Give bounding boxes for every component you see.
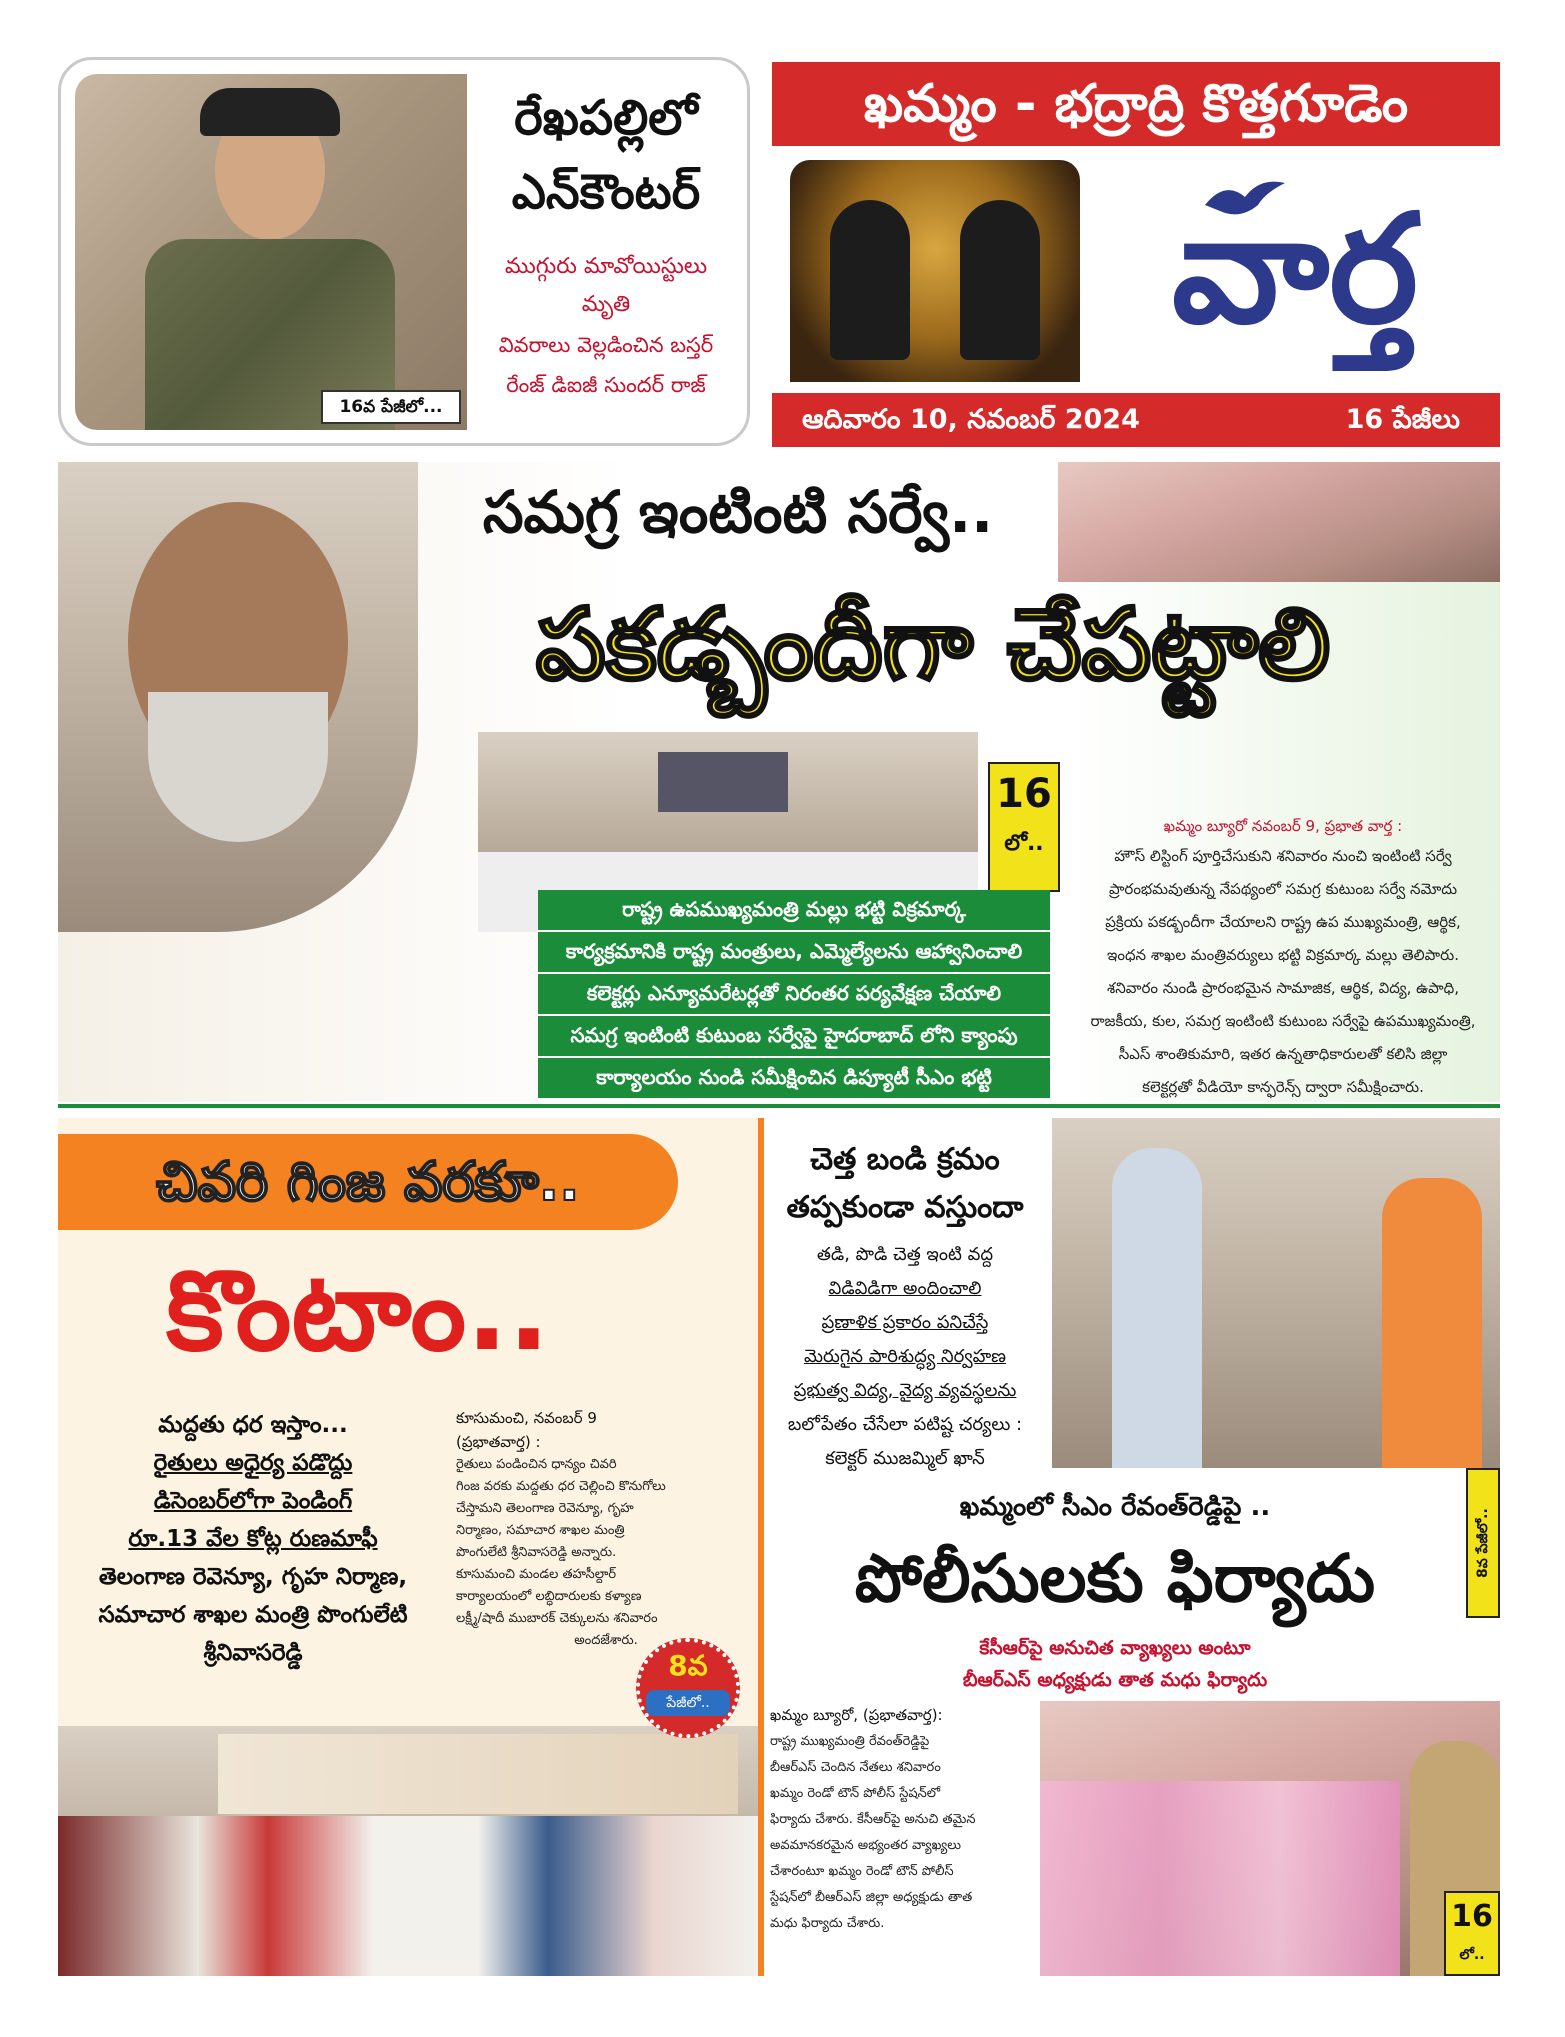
- paddy-body-line: లక్ష్మీ/షాదీ ముబారక్ చెక్కులను శనివారం: [456, 1611, 658, 1626]
- masthead-date-bar: [772, 393, 1500, 447]
- police-body-line: ఖమ్మం రెండో టౌన్ పోలీస్ స్టేషన్‌లో: [770, 1786, 941, 1801]
- lead-body-line: సీఎస్ శాంతికుమారి, ఇతర ఉన్నతాధికారులతో కలిసి జిల్లా: [1118, 1045, 1448, 1063]
- lead-article: [1068, 812, 1498, 1104]
- paddy-point: శ్రీనివాసరెడ్డి: [203, 1640, 303, 1666]
- garbage-headline-1: చెత్త బండి క్రమం: [810, 1142, 1000, 1177]
- garbage-page-ref-text: 8వ పేజీలో..: [1475, 1508, 1491, 1578]
- police-dateline: ఖమ్మం బ్యూరో, (ప్రభాతవార్త):: [770, 1706, 943, 1724]
- paddy-body-line: పొంగులేటి శ్రీనివాసరెడ్డి అన్నారు.: [456, 1545, 617, 1560]
- paddy-body-line: కూసుమంచి మండల తహసీల్దార్: [456, 1567, 617, 1582]
- paddy-story: [58, 1118, 764, 1976]
- paddy-kicker: చివరి గింజ వరకూ..: [156, 1150, 580, 1213]
- paddy-point: మద్దతు ధర ఇస్తాం...: [158, 1412, 348, 1438]
- paddy-point: రూ.13 వేల కోట్ల రుణమాఫీ: [128, 1526, 378, 1552]
- survey-photo: [1058, 462, 1500, 582]
- dig-photo-cap: [200, 88, 340, 136]
- event-crowd: [58, 1816, 758, 1976]
- conference-screen: [658, 752, 788, 812]
- lead-body-line: ప్రారంభమవుతున్న నేపథ్యంలో సమగ్ర కుటుంబ సర్వే నమోదు: [1108, 880, 1458, 898]
- lead-point: రాష్ట్ర ఉపముఖ్యమంత్రి మల్లు భట్టి విక్రమార్క: [538, 890, 1050, 932]
- garbage-points: [770, 1238, 1040, 1476]
- paddy-point: డిసెంబర్‌లోగా పెండింగ్: [153, 1488, 353, 1514]
- paddy-page-ref-num: 8వ: [668, 1649, 708, 1682]
- encounter-sub-4: రేంజ్ డిఐజీ సుందర్ రాజ్: [506, 373, 706, 397]
- paddy-page-ref-suffix: పేజీలో..: [646, 1690, 730, 1716]
- worker-figure: [1382, 1178, 1482, 1468]
- police-article: [770, 1701, 1030, 1937]
- garbage-point: ప్రభుత్వ విద్య, వైద్య వ్యవస్థలను: [793, 1380, 1017, 1401]
- lead-body-line: ఇంధన శాఖల మంత్రివర్యులు భట్టి విక్రమార్క మల్లు తెలిపారు.: [1107, 946, 1459, 964]
- page-ref-16-num: 16: [996, 771, 1052, 817]
- garbage-point: ప్రణాళిక ప్రకారం పనిచేస్తే: [821, 1312, 989, 1333]
- lead-body-line: హౌస్ లిస్టింగ్ పూర్తిచేసుకుని శనివారం నుంచి ఇంటింటి సర్వే: [1114, 847, 1452, 865]
- deity-right: [960, 200, 1040, 360]
- police-body-line: ఫిర్యాదు చేశారు. కేసీఆర్‌పై అనుచి తమైన: [770, 1812, 976, 1827]
- paddy-article: [456, 1406, 756, 1652]
- lead-body-line: ప్రక్రియ పకడ్బందీగా చేయాలని రాష్ట్ర ఉప ముఖ్యమంత్రి, ఆర్థిక,: [1105, 913, 1461, 931]
- leaders-scarves: [1040, 1781, 1400, 1976]
- lead-dateline: ఖమ్మం బ్యూరో నవంబర్ 9, ప్రభాత వార్త :: [1163, 817, 1403, 835]
- lead-divider: [58, 1104, 1500, 1108]
- lead-body-line: కలెక్టర్లతో వీడియో కాన్ఫరెన్స్ ద్వారా సమీక్షించారు.: [1142, 1078, 1424, 1096]
- paddy-point: సమాచార శాఖల మంత్రి పొంగులేటి: [98, 1602, 408, 1628]
- police-page-ref-badge[interactable]: [1444, 1891, 1500, 1976]
- portrait-beard: [148, 692, 328, 842]
- encounter-sub-3: వివరాలు వెల్లడించిన బస్తర్: [498, 333, 714, 357]
- paddy-body-line: కార్యాలయంలో లబ్ధిదారులకు కళ్యాణ: [456, 1589, 642, 1604]
- police-body-line: మధు ఫిర్యాదు చేశారు.: [770, 1916, 885, 1931]
- police-sub-1: కేసీఆర్‌పై అనుచిత వ్యాఖ్యలు అంటూ: [979, 1637, 1251, 1659]
- collector-figure: [1112, 1148, 1202, 1468]
- garbage-point: కలెక్టర్ ముజమ్మిల్ ఖాన్: [825, 1448, 985, 1469]
- paddy-body-line: రైతులు పండించిన ధాన్యం చివరి: [456, 1457, 617, 1472]
- page-count: 16 పేజీలు: [1345, 404, 1460, 435]
- paddy-body-line: గింజ వరకు మద్దతు ధర చెల్లించి కొనుగోలు: [456, 1479, 666, 1494]
- paddy-event-photo: [58, 1726, 758, 1976]
- masthead-logo: వార్త: [1171, 183, 1419, 357]
- paddy-page-ref-badge[interactable]: [636, 1638, 740, 1738]
- police-page-ref-num: 16: [1451, 1899, 1493, 1934]
- encounter-headline-2: ఎన్‌కౌంటర్: [511, 164, 701, 220]
- lead-point: సమగ్ర ఇంటింటి కుటుంబ సర్వేపై హైదరాబాద్ లోని క్యాంపు: [538, 1016, 1050, 1058]
- lead-headline: పకడ్బందీగా చేపట్టాలి: [535, 588, 1331, 702]
- police-body-line: రాష్ట్ర ముఖ్యమంత్రి రేవంత్‌రెడ్డిపై: [770, 1734, 930, 1749]
- lead-kicker: సమగ్ర ఇంటింటి సర్వే..: [482, 478, 994, 546]
- issue-date: ఆదివారం 10, నవంబర్ 2024: [802, 404, 1140, 435]
- lead-point: కార్యాలయం నుండి సమీక్షించిన డిప్యూటీ సీఎం భట్టి: [538, 1058, 1050, 1100]
- lead-point: కలెక్టర్లు ఎన్యూమరేటర్లతో నిరంతర పర్యవేక్షణ చేయాలి: [538, 974, 1050, 1016]
- police-kicker: ఖమ్మంలో సీఎం రేవంత్‌రెడ్డిపై ..: [959, 1492, 1271, 1522]
- lead-point: కార్యక్రమానికి రాష్ట్ర మంత్రులు, ఎమ్మెల్యేలను ఆహ్వానించాలి: [538, 932, 1050, 974]
- paddy-dateline: కూసుమంచి, నవంబర్ 9: [456, 1409, 597, 1427]
- lead-body-line: రాజకీయ, కుల, సమగ్ర ఇంటింటి కుటుంబ సర్వేపై ఉపముఖ్యమంత్రి,: [1090, 1012, 1476, 1030]
- lead-body-line: శనివారం నుండి ప్రారంభమైన సామాజిక, ఆర్థిక, విద్య, ఉపాధి,: [1107, 979, 1459, 997]
- event-banner: [218, 1734, 738, 1814]
- police-page-ref-suffix: లో..: [1459, 1947, 1485, 1963]
- collector-photo: [1052, 1118, 1500, 1468]
- deity-left: [830, 200, 910, 360]
- paddy-point: తెలంగాణ రెవెన్యూ, గృహ నిర్మాణ,: [98, 1564, 408, 1590]
- encounter-sub-1: ముగ్గురు మావోయిస్టులు: [504, 254, 708, 279]
- paddy-dateline-2: (ప్రభాతవార్త) :: [456, 1433, 541, 1451]
- police-body-line: స్టేషన్‌లో బీఆర్ఎస్ జిల్లా అధ్యక్షుడు తాత: [770, 1890, 973, 1905]
- masthead-region-bar: ఖమ్మం - భద్రాద్రి కొత్తగూడెం: [772, 62, 1500, 146]
- garbage-point: బలోపేతం చేసేలా పటిష్ట చర్యలు :: [787, 1414, 1023, 1435]
- police-story: [770, 1475, 1500, 1976]
- lead-story: [58, 462, 1500, 1102]
- minister-portrait: [58, 462, 418, 932]
- paddy-point: రైతులు అధైర్య పడొద్దు: [153, 1450, 353, 1476]
- paddy-headline: కొంటాం..: [166, 1247, 550, 1375]
- garbage-point: మెరుగైన పారిశుద్ధ్య నిర్వహణ: [803, 1346, 1007, 1367]
- paddy-points: [58, 1406, 448, 1672]
- brs-leaders-photo: [1040, 1701, 1500, 1976]
- dig-photo: [75, 74, 467, 430]
- police-headline: పోలీసులకు ఫిర్యాదు: [854, 1540, 1376, 1617]
- garbage-point: విడివిడిగా అందించాలి: [828, 1278, 982, 1299]
- encounter-headline-1: రేఖపల్లిలో: [514, 90, 698, 146]
- page-ref-16-badge[interactable]: [988, 762, 1060, 892]
- lead-points-box: [538, 890, 1050, 1090]
- police-body-line: అవమానకరమైన అభ్యంతర వ్యాఖ్యలు: [770, 1838, 961, 1853]
- page-ref-16-suffix: లో..: [1004, 831, 1044, 856]
- encounter-news-box: [58, 57, 750, 446]
- temple-deity-image: [790, 160, 1080, 382]
- paddy-body-line: అందజేశారు.: [574, 1633, 638, 1648]
- police-sub-2: బీఆర్ఎస్ అధ్యక్షుడు తాత మధు ఫిర్యాదు: [962, 1669, 1268, 1691]
- paddy-body-line: చేస్తామని తెలంగాణ రెవెన్యూ, గృహ: [456, 1501, 634, 1516]
- encounter-sub-2: మృతి: [581, 292, 631, 317]
- page-ref-box[interactable]: 16వ పేజీలో...: [321, 390, 461, 424]
- garbage-headline-2: తప్పకుండా వస్తుందా: [786, 1190, 1024, 1225]
- police-body-line: బీఆర్ఎస్ చెందిన నేతలు శనివారం: [770, 1760, 941, 1775]
- garbage-point: తడి, పొడి చెత్త ఇంటి వద్ద: [816, 1244, 994, 1265]
- police-body-line: చేశారంటూ ఖమ్మం రెండో టౌన్ పోలీస్: [770, 1864, 954, 1879]
- paddy-body-line: నిర్మాణం, సమాచార శాఖల మంత్రి: [456, 1523, 625, 1538]
